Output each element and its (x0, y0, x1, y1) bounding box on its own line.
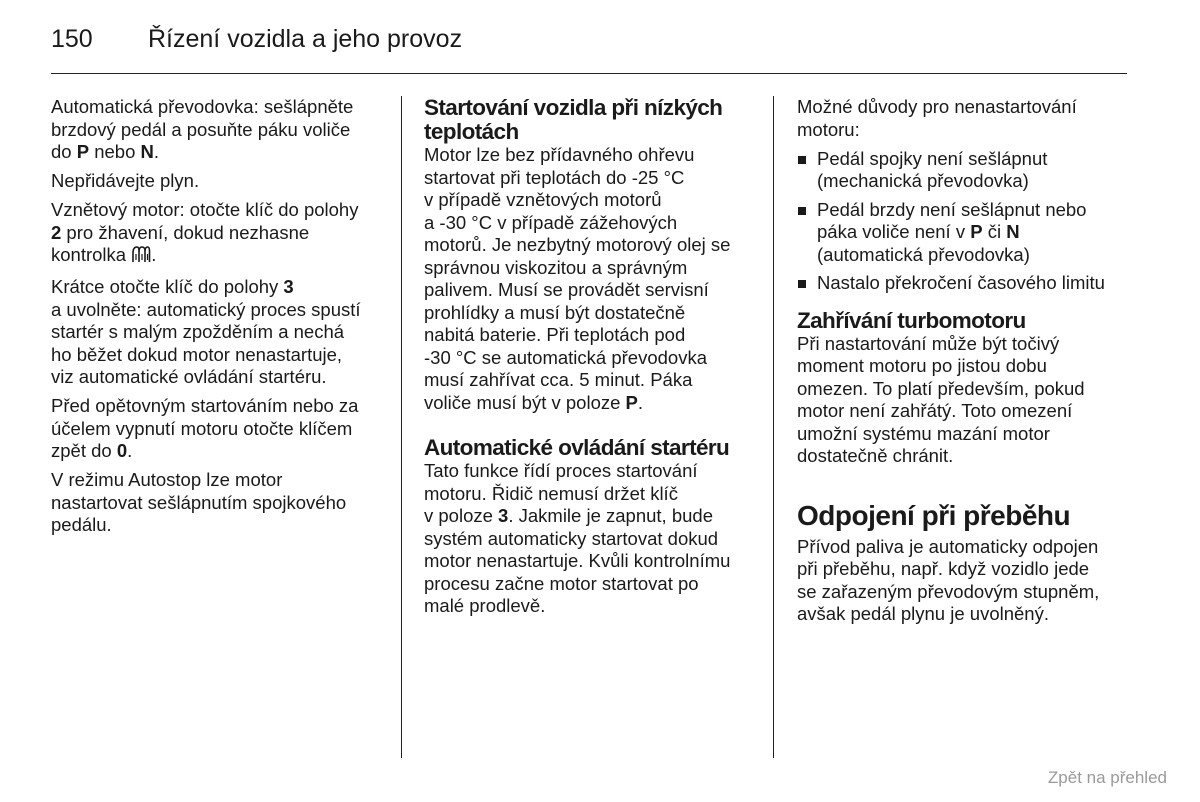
gear-position: P (76, 141, 90, 162)
paragraph: Přívod paliva je automaticky odpojen při přeběhu, např. když vozidlo jede se zařazeným převodovým stupněm, avšak pedál plynu je uvolněný. (797, 535, 1100, 624)
page-title: Řízení vozidla a jeho provoz (148, 25, 463, 53)
back-to-overview-link[interactable]: Zpět na přehled (1047, 768, 1167, 787)
page-number: 150 (51, 25, 93, 53)
key-position: 2 (51, 221, 62, 243)
key-position: 3 (498, 505, 509, 526)
section-heading: Zahřívání turbomotoru (797, 307, 1026, 333)
text: nebo (89, 141, 141, 162)
bullet-list (797, 148, 1132, 295)
gear-position: N (1006, 221, 1020, 242)
paragraph: V režimu Autostop lze motor nastartovat sešlápnutím spojkového pedálu. (51, 469, 347, 535)
text: Motor lze bez přídavného ohřevu startovat při teplotách do -25 °C v případě vznětových motorů a -30 °C v případě zážehových motorů. Je nezbytný motorový olej se správnou viskozitou a správným palivem. Musí se provádět servisní prohlídky a musí být dostatečně nabitá baterie. Při teplotách pod -30 °C se automatická převodovka musí zahřívat cca. 5 minut. Páka voliče musí být v poloze (424, 144, 731, 413)
text: Krátce otočte klíč do polohy (51, 276, 284, 297)
text: Před opětovným startováním nebo za účelem vypnutí motoru otočte klíčem zpět do (51, 395, 359, 461)
list-item (797, 272, 1132, 295)
text: . (151, 244, 157, 265)
text: . (153, 141, 160, 162)
gear-position: P (970, 221, 983, 242)
section-heading: Startování vozidla při nízkých teplotách (424, 95, 723, 144)
gear-position: N (140, 141, 154, 162)
column-divider (773, 96, 774, 758)
text: Nastalo překročení časového limitu (817, 272, 1105, 293)
text: Tato funkce řídí proces startování motoru. Řidič nemusí držet klíč v poloze (424, 460, 698, 526)
list-item (797, 199, 1132, 267)
key-position: 0 (116, 440, 128, 461)
key-position: 3 (283, 276, 294, 297)
section-heading: Automatické ovládání startéru (424, 435, 730, 460)
paragraph (424, 144, 759, 414)
text: (automatická převodovka) (817, 243, 1030, 265)
paragraph (51, 199, 386, 270)
text: Automatická převodovka: sešlápněte brzdový pedál a posuňte páku voliče do (51, 96, 354, 162)
text: a uvolněte: automatický proces spustí startér s malým zpožděním a nechá ho běžet dokud motor nenastartuje, viz automatické ovládání startéru. (51, 298, 361, 387)
text: Pedál spojky není sešlápnut (mechanická převodovka) (817, 147, 1048, 191)
bullet-icon (798, 280, 806, 288)
paragraph: Nepřidávejte plyn. (51, 170, 200, 191)
glow-plug-icon (131, 244, 151, 270)
column-middle (424, 96, 759, 624)
page-header (51, 24, 1127, 74)
paragraph (51, 395, 386, 463)
column-left (51, 96, 386, 543)
text: Vznětový motor: otočte klíč do polohy (51, 199, 359, 220)
text: Pedál brzdy není sešlápnut nebo páka voliče není v (817, 198, 1087, 242)
text: . (637, 391, 644, 413)
paragraph (51, 276, 386, 389)
paragraph (51, 96, 386, 164)
bullet-icon (798, 207, 806, 215)
paragraph: Možné důvody pro nenastartování motoru: (797, 96, 1077, 140)
text: . (127, 440, 133, 461)
list-item (797, 148, 1132, 193)
column-right (797, 96, 1132, 632)
gear-position: P (625, 391, 638, 413)
text: či (982, 221, 1007, 242)
column-divider (401, 96, 402, 758)
chapter-heading: Odpojení při přeběhu (797, 499, 1071, 531)
paragraph (424, 460, 759, 618)
bullet-icon (798, 156, 806, 164)
paragraph: Při nastartování může být točivý moment motoru po jistou dobu omezen. To platí především, pokud motor není zahřátý. Toto omezení umožní systému mazání motor dostatečně chránit. (797, 332, 1085, 466)
text: . Jakmile je zapnut, bude systém automaticky startovat dokud motor nenastartuje. Kvůli kontrolnímu procesu začne motor startovat po malé prodlevě. (424, 505, 731, 616)
header-divider (51, 73, 1127, 74)
text: pro žhavení, dokud nezhasne kontrolka (51, 221, 310, 265)
